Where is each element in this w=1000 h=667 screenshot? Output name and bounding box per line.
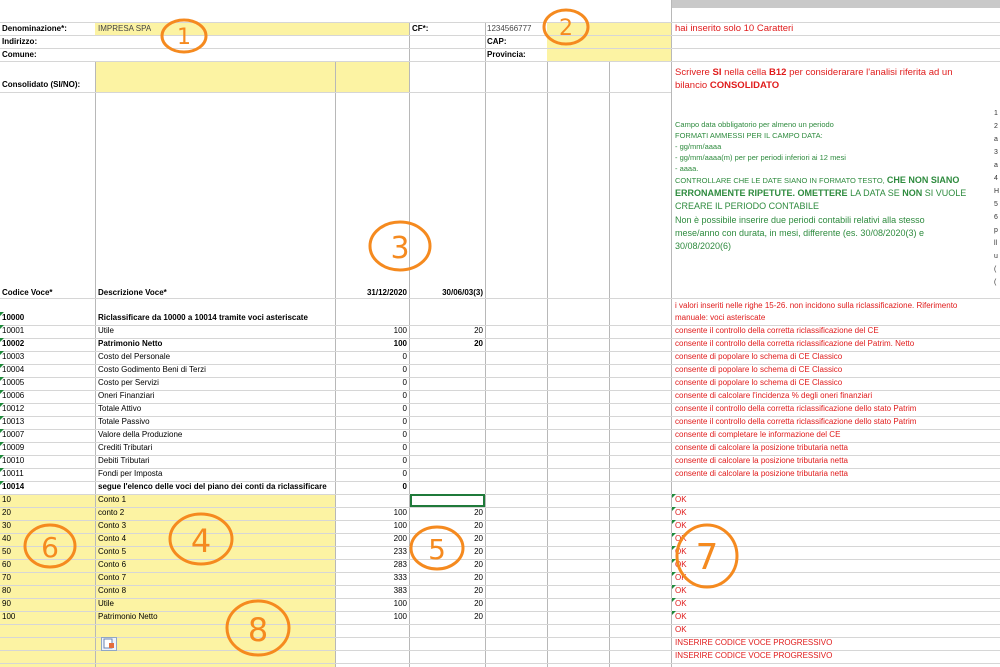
account-description[interactable]: Conto 8 bbox=[98, 587, 127, 595]
row-code[interactable]: 10014 bbox=[2, 483, 25, 491]
date-format-notes: Campo data obbligatorio per almeno un periodo FORMATI AMMESSI PER IL CAMPO DATA: - gg/mm/aaaa - gg/mm/aaaa(m) per per periodi inferiori ai 12 mesi - aaaa. CONTROLLARE CHE LE DATE SIANO IN FORMATO TESTO, CHE NON SIANO ERRONAMENTE RIPETUTE. OMETTERE LA DATA SE NON SI VUOLE CREARE IL PERIODO CONTABILE Non è possibile inserire due periodi contabili relativi alla stesso mese/anno con durata, in mesi, differente (es. 30/08/2020(3) e 30/08/2020(6) bbox=[675, 120, 967, 251]
row-value-period1[interactable]: 0 bbox=[402, 379, 407, 387]
row-value-period1[interactable]: 0 bbox=[402, 470, 407, 478]
comment-marker bbox=[0, 390, 4, 394]
row-description[interactable]: Riclassificare da 10000 a 10014 tramite voci asteriscate bbox=[98, 314, 308, 322]
account-value-period1[interactable]: 283 bbox=[393, 561, 407, 569]
row-description[interactable]: Totale Attivo bbox=[98, 405, 142, 413]
row-value-period1[interactable]: 100 bbox=[393, 327, 407, 335]
cf-message: hai inserito solo 10 Caratteri bbox=[675, 24, 794, 34]
account-value-period1[interactable]: 383 bbox=[393, 587, 407, 595]
account-code[interactable]: 10 bbox=[2, 496, 11, 504]
account-code[interactable]: 100 bbox=[2, 613, 16, 621]
row-message: consente di calcolare la posizione tributaria netta bbox=[675, 470, 848, 478]
row-message: consente di calcolare l'incidenza % degli oneri finanziari bbox=[675, 392, 873, 400]
comment-marker bbox=[0, 403, 4, 407]
provincia-label: Provincia: bbox=[487, 51, 526, 59]
row-message: consente di calcolare la posizione tributaria netta bbox=[675, 457, 848, 465]
row-description[interactable]: Utile bbox=[98, 327, 115, 335]
consolidato-input[interactable] bbox=[95, 62, 409, 92]
account-code[interactable]: 20 bbox=[2, 509, 11, 517]
account-code[interactable]: 50 bbox=[2, 548, 11, 556]
account-code[interactable]: 30 bbox=[2, 522, 11, 530]
account-value-period1[interactable]: 100 bbox=[393, 613, 407, 621]
row-value-period1[interactable]: 0 bbox=[402, 457, 407, 465]
row-message: manuale: voci asteriscate bbox=[675, 314, 766, 322]
annotation-4 bbox=[165, 510, 237, 568]
comment-marker bbox=[0, 325, 4, 329]
row-value-period1[interactable]: 100 bbox=[393, 340, 407, 348]
account-value-period2[interactable]: 20 bbox=[474, 522, 483, 530]
right-edge-text: 3 bbox=[994, 149, 998, 156]
account-description[interactable]: Conto 4 bbox=[98, 535, 127, 543]
account-value-period2[interactable]: 20 bbox=[474, 574, 483, 582]
annotation-3 bbox=[365, 218, 435, 274]
row-description[interactable]: Costo del Personale bbox=[98, 353, 171, 361]
consolidato-message: Scrivere SI nella cella B12 per considerarare l'analisi riferita ad un bilancio CONSOLIDATO bbox=[675, 67, 953, 92]
annotation-5 bbox=[406, 522, 468, 574]
row-message-cont: i valori inseriti nelle righe 15-26. non incidono sulla riclassificazione. Riferimento bbox=[675, 302, 958, 310]
right-edge-text: 2 bbox=[994, 123, 998, 130]
extra-status: INSERIRE CODICE VOCE PROGRESSIVO bbox=[675, 652, 833, 660]
row-value-period1[interactable]: 0 bbox=[402, 366, 407, 374]
account-value-period1[interactable]: 333 bbox=[393, 574, 407, 582]
account-status: OK bbox=[675, 535, 687, 543]
row-message: consente il controllo della corretta riclassificazione del CE bbox=[675, 327, 879, 335]
account-value-period1[interactable]: 233 bbox=[393, 548, 407, 556]
annotation-8 bbox=[222, 596, 294, 660]
cap-label: CAP: bbox=[487, 38, 507, 46]
comment-marker bbox=[0, 312, 4, 316]
account-status: OK bbox=[675, 600, 687, 608]
right-edge-text: H bbox=[994, 188, 1000, 195]
extra-status: OK bbox=[675, 626, 687, 634]
selected-cell[interactable] bbox=[410, 494, 485, 507]
row-description[interactable]: Costo per Servizi bbox=[98, 379, 159, 387]
row-description[interactable]: Oneri Finanziari bbox=[98, 392, 155, 400]
row-description[interactable]: segue l'elenco delle voci del piano dei conti da riclassificare bbox=[98, 483, 327, 491]
account-status: OK bbox=[675, 496, 687, 504]
row-message: consente il controllo della corretta riclassificazione del Patrim. Netto bbox=[675, 340, 915, 348]
col-header-codice: Codice Voce* bbox=[2, 289, 53, 297]
comment-marker bbox=[0, 416, 4, 420]
row-value-period1[interactable]: 0 bbox=[402, 405, 407, 413]
annotation-7 bbox=[672, 520, 742, 592]
row-code[interactable]: 10000 bbox=[2, 314, 25, 322]
consolidato-label: Consolidato (SI/NO): bbox=[2, 81, 81, 89]
account-description[interactable]: Conto 5 bbox=[98, 548, 127, 556]
row-message: consente di calcolare la posizione tributaria netta bbox=[675, 444, 848, 452]
svg-text:1: 1 bbox=[177, 25, 191, 50]
account-value-period1[interactable]: 200 bbox=[393, 535, 407, 543]
col-header-period2: 30/06/03(3) bbox=[442, 289, 483, 297]
status-marker bbox=[672, 598, 676, 602]
row-value-period1[interactable]: 0 bbox=[402, 418, 407, 426]
annotation-1 bbox=[158, 16, 210, 56]
annotation-6 bbox=[20, 520, 80, 572]
account-description[interactable]: Conto 1 bbox=[98, 496, 127, 504]
right-edge-text: 1 bbox=[994, 110, 998, 117]
row-description[interactable]: Totale Passivo bbox=[98, 418, 150, 426]
account-code[interactable]: 40 bbox=[2, 535, 11, 543]
row-code[interactable]: 10003 bbox=[2, 353, 25, 361]
col-header-descrizione: Descrizione Voce* bbox=[98, 289, 167, 297]
comment-marker bbox=[0, 455, 4, 459]
right-edge-text: u bbox=[994, 253, 998, 260]
row-code[interactable]: 10006 bbox=[2, 392, 25, 400]
comment-marker bbox=[0, 351, 4, 355]
row-value-period2[interactable]: 20 bbox=[474, 327, 483, 335]
account-status: OK bbox=[675, 561, 687, 569]
cf-label: CF*: bbox=[412, 25, 429, 33]
row-message: consente di popolare lo schema di CE Classico bbox=[675, 353, 843, 361]
comment-marker bbox=[0, 468, 4, 472]
row-code[interactable]: 10001 bbox=[2, 327, 25, 335]
right-edge-text: a bbox=[994, 136, 998, 143]
row-description[interactable]: Patrimonio Netto bbox=[98, 340, 163, 348]
right-edge-text: 6 bbox=[994, 214, 998, 221]
row-value-period1[interactable]: 0 bbox=[402, 353, 407, 361]
account-description[interactable]: Conto 6 bbox=[98, 561, 127, 569]
svg-text:4: 4 bbox=[190, 522, 212, 560]
row-description[interactable]: Fondi per Imposta bbox=[98, 470, 163, 478]
indirizzo-label: Indirizzo: bbox=[2, 38, 38, 46]
row-code[interactable]: 10002 bbox=[2, 340, 25, 348]
row-message: consente di popolare lo schema di CE Classico bbox=[675, 379, 843, 387]
right-edge-text: a bbox=[994, 162, 998, 169]
account-status: OK bbox=[675, 574, 687, 582]
right-edge-text: ( bbox=[994, 266, 997, 273]
account-value-period2[interactable]: 20 bbox=[474, 561, 483, 569]
denominazione-label: Denominazione*: bbox=[2, 25, 67, 33]
account-value-period2[interactable]: 20 bbox=[474, 548, 483, 556]
account-description[interactable]: Utile bbox=[98, 600, 115, 608]
row-code[interactable]: 10005 bbox=[2, 379, 25, 387]
extra-status: INSERIRE CODICE VOCE PROGRESSIVO bbox=[675, 639, 833, 647]
row-value-period2[interactable]: 20 bbox=[474, 340, 483, 348]
account-status: OK bbox=[675, 522, 687, 530]
status-marker bbox=[672, 611, 676, 615]
right-edge-text: p bbox=[994, 227, 998, 234]
comment-marker bbox=[0, 442, 4, 446]
row-code[interactable]: 10009 bbox=[2, 444, 25, 452]
account-description[interactable]: Patrimonio Netto bbox=[98, 613, 158, 621]
right-edge-text: ll bbox=[994, 240, 998, 247]
status-marker bbox=[672, 507, 676, 511]
account-status: OK bbox=[675, 509, 687, 517]
row-message: consente il controllo della corretta riclassificazione dello stato Patrim bbox=[675, 405, 917, 413]
row-code[interactable]: 10011 bbox=[2, 470, 24, 478]
comment-marker bbox=[0, 377, 4, 381]
comment-marker bbox=[0, 364, 4, 368]
svg-text:6: 6 bbox=[41, 531, 59, 564]
cf-value[interactable]: 1234566777 bbox=[487, 25, 532, 33]
account-value-period1[interactable]: 100 bbox=[393, 522, 407, 530]
comment-marker bbox=[0, 481, 4, 485]
svg-text:7: 7 bbox=[695, 537, 719, 578]
row-message: consente il controllo della corretta riclassificazione dello stato Patrim bbox=[675, 418, 917, 426]
status-marker bbox=[672, 494, 676, 498]
denominazione-value[interactable]: IMPRESA SPA bbox=[98, 25, 152, 33]
row-message: consente di completare le informazione del CE bbox=[675, 431, 841, 439]
row-code[interactable]: 10013 bbox=[2, 418, 25, 426]
row-value-period1[interactable]: 0 bbox=[402, 392, 407, 400]
account-status: OK bbox=[675, 548, 687, 556]
row-description[interactable]: Debiti Tributari bbox=[98, 457, 150, 465]
row-description[interactable]: Crediti Tributari bbox=[98, 444, 153, 452]
account-code[interactable]: 70 bbox=[2, 574, 11, 582]
comment-marker bbox=[0, 429, 4, 433]
row-value-period1[interactable]: 0 bbox=[402, 444, 407, 452]
row-code[interactable]: 10007 bbox=[2, 431, 25, 439]
account-value-period1[interactable]: 100 bbox=[393, 509, 407, 517]
account-value-period2[interactable]: 20 bbox=[474, 600, 483, 608]
account-value-period1[interactable]: 100 bbox=[393, 600, 407, 608]
annotation-2 bbox=[540, 6, 592, 48]
row-code[interactable]: 10010 bbox=[2, 457, 25, 465]
svg-text:3: 3 bbox=[390, 231, 410, 266]
svg-text:8: 8 bbox=[247, 611, 269, 649]
row-value-period1[interactable]: 0 bbox=[402, 431, 407, 439]
account-description[interactable]: Conto 7 bbox=[98, 574, 127, 582]
comune-label: Comune: bbox=[2, 51, 37, 59]
right-edge-text: 4 bbox=[994, 175, 998, 182]
row-description[interactable]: Costo Godimento Beni di Terzi bbox=[98, 366, 206, 374]
account-description[interactable]: conto 2 bbox=[98, 509, 125, 517]
account-value-period2[interactable]: 20 bbox=[474, 535, 483, 543]
account-status: OK bbox=[675, 613, 687, 621]
row-code[interactable]: 10012 bbox=[2, 405, 25, 413]
right-edge-text: ( bbox=[994, 279, 997, 286]
svg-text:5: 5 bbox=[428, 533, 446, 566]
comment-marker bbox=[0, 338, 4, 342]
account-code[interactable]: 80 bbox=[2, 587, 11, 595]
account-value-period2[interactable]: 20 bbox=[474, 587, 483, 595]
account-code[interactable]: 60 bbox=[2, 561, 11, 569]
paste-options-icon[interactable] bbox=[101, 637, 117, 651]
col-header-period1: 31/12/2020 bbox=[366, 289, 407, 297]
row-description[interactable]: Valore della Produzione bbox=[98, 431, 183, 439]
account-value-period2[interactable]: 20 bbox=[474, 613, 483, 621]
svg-text:2: 2 bbox=[559, 16, 573, 41]
account-description[interactable]: Conto 3 bbox=[98, 522, 127, 530]
column-header-strip bbox=[671, 0, 1000, 8]
row-code[interactable]: 10004 bbox=[2, 366, 25, 374]
right-edge-text: 5 bbox=[994, 201, 998, 208]
row-message: consente di popolare lo schema di CE Classico bbox=[675, 366, 843, 374]
account-code[interactable]: 90 bbox=[2, 600, 11, 608]
row-value-period1[interactable]: 0 bbox=[402, 483, 407, 491]
account-value-period2[interactable]: 20 bbox=[474, 509, 483, 517]
account-status: OK bbox=[675, 587, 687, 595]
